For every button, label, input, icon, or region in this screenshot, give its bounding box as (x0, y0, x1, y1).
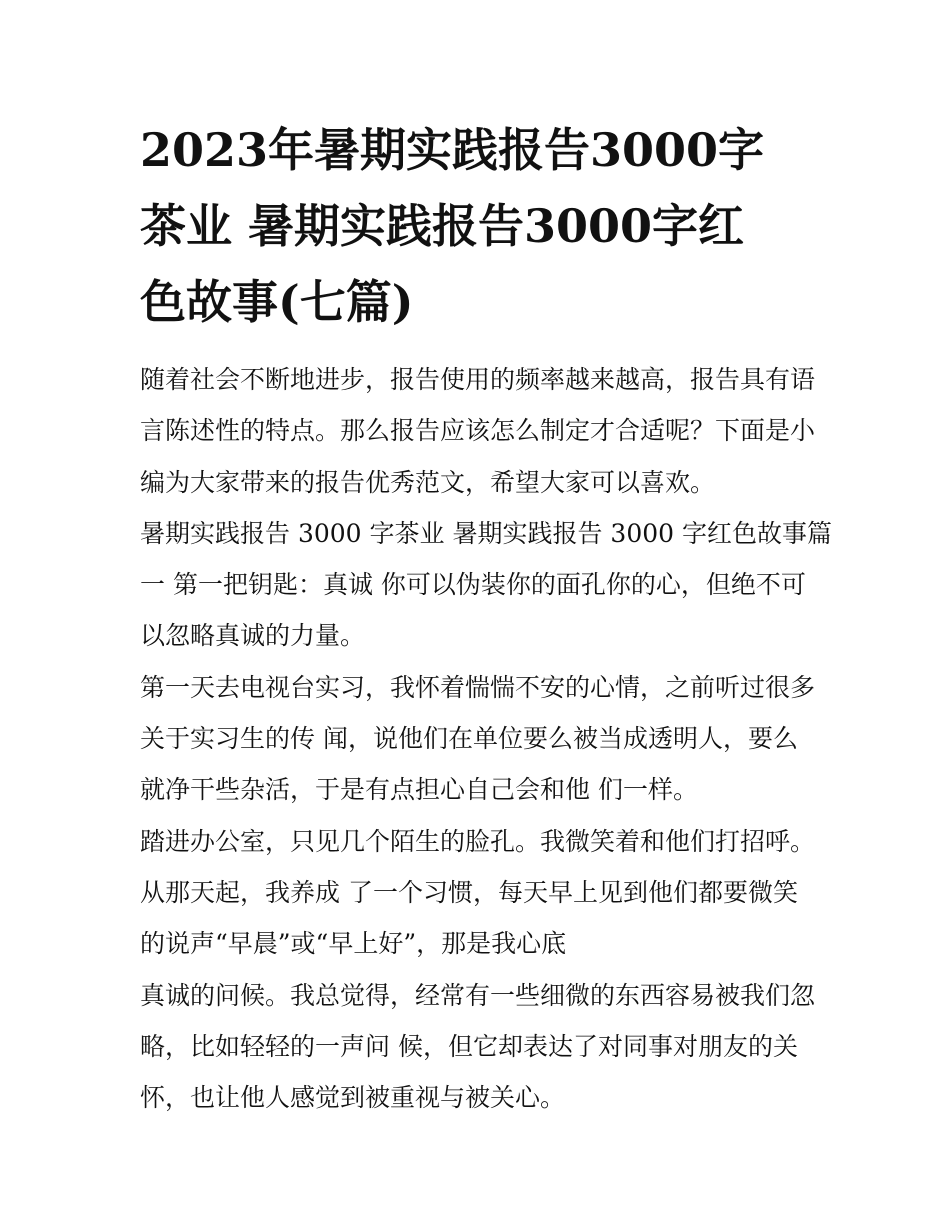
title-line: 2023年暑期实践报告3000字 (140, 123, 765, 177)
body-line: 踏进办公室，只见几个陌生的脸孔。我微笑着和他们打招呼。 (140, 826, 816, 856)
document-title (140, 112, 800, 340)
body-line: 就净干些杂活，于是有点担心自己会和他 们一样。 (140, 775, 698, 805)
body-line: 一 第一把钥匙：真诚 你可以伪装你的面孔你的心，但绝不可 (140, 570, 806, 600)
body-line: 的说声“早晨”或“早上好”，那是我心底 (140, 929, 567, 959)
body-line: 怀，也让他人感觉到被重视与被关心。 (140, 1083, 566, 1113)
body-line: 随着社会不断地进步，报告使用的频率越来越高，报告具有语 (140, 365, 816, 394)
body-line: 以忽略真诚的力量。 (140, 621, 366, 651)
title-line: 茶业 暑期实践报告3000字红 (140, 199, 745, 253)
body-line: 言陈述性的特点。那么报告应该怎么制定才合适呢？下面是小 (140, 416, 816, 446)
body-line: 第一天去电视台实习，我怀着惴惴不安的心情，之前听过很多 (140, 672, 816, 702)
body-line: 略，比如轻轻的一声问 候，但它却表达了对同事对朋友的关 (140, 1031, 798, 1061)
document-body (140, 354, 832, 1123)
body-line: 真诚的问候。我总觉得，经常有一些细微的东西容易被我们忽 (140, 980, 816, 1010)
body-line: 编为大家带来的报告优秀范文，希望大家可以喜欢。 (140, 467, 716, 497)
title-line: 色故事(七篇) (140, 275, 414, 329)
body-line: 暑期实践报告 3000 字茶业 暑期实践报告 3000 字红色故事篇 (140, 518, 832, 548)
body-line: 关于实习生的传 闻，说他们在单位要么被当成透明人，要么 (140, 724, 798, 754)
body-line: 从那天起，我养成 了一个习惯，每天早上见到他们都要微笑 (140, 877, 798, 907)
